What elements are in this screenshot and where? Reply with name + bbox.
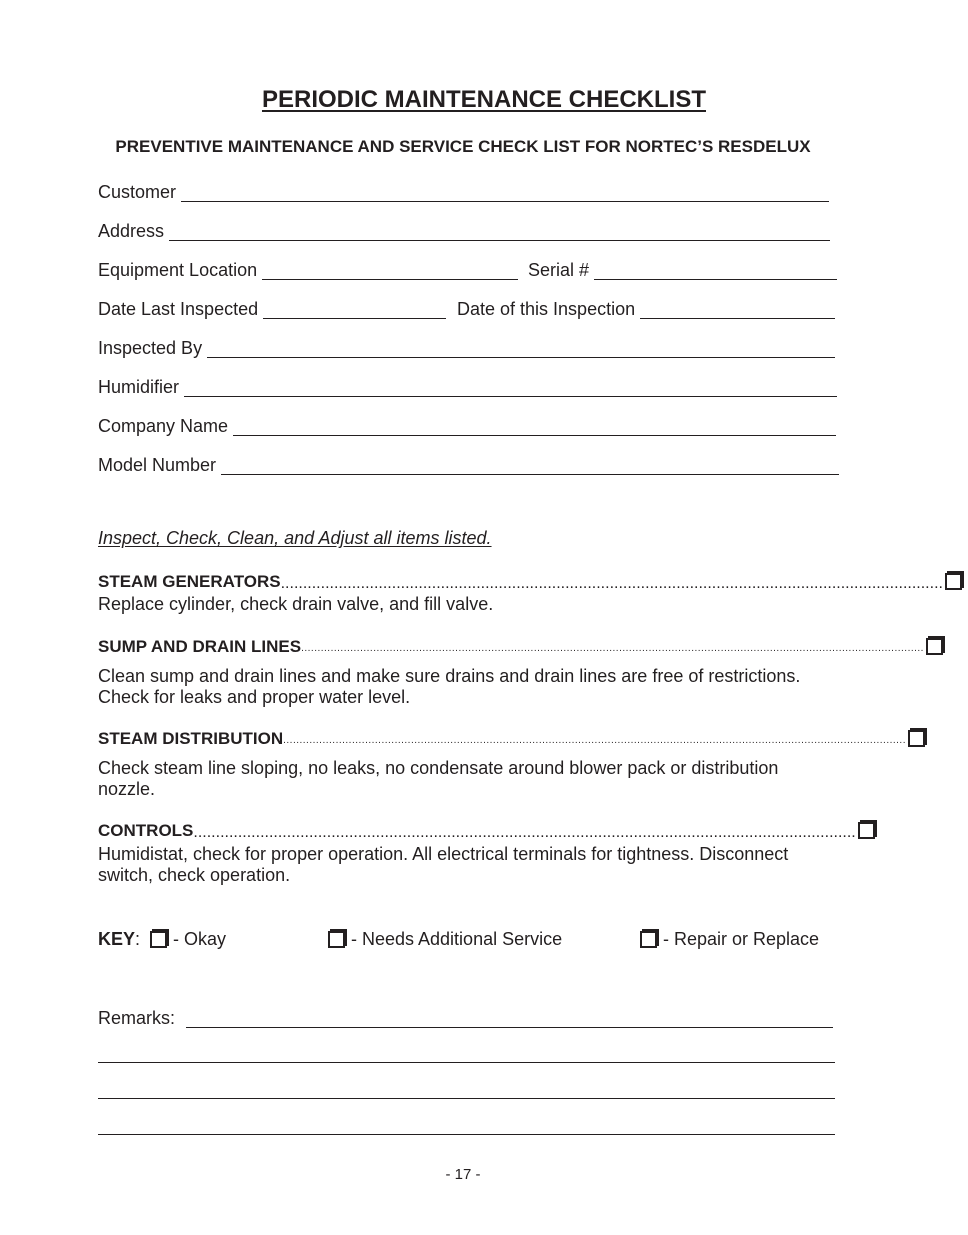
address-label: Address xyxy=(98,221,165,241)
inspected-by-field[interactable] xyxy=(98,334,835,358)
section-description: Replace cylinder, check drain valve, and fill valve. xyxy=(98,594,494,614)
key-repair-text: - Repair or Replace xyxy=(663,928,820,949)
humidifier-input-line[interactable] xyxy=(184,378,837,397)
section-description: Check steam line sloping, no leaks, no condensate around blower pack or distribution nozzle. xyxy=(98,758,779,799)
date-last-inspected-input-line[interactable] xyxy=(263,300,446,319)
date-last-inspected-label: Date Last Inspected xyxy=(98,299,259,319)
section-steam-generators xyxy=(98,572,943,592)
page-subtitle: PREVENTIVE MAINTENANCE AND SERVICE CHECK LIST FOR NORTEC’S RESDELUX xyxy=(115,137,811,156)
equipment-location-label: Equipment Location xyxy=(98,260,258,280)
customer-field[interactable] xyxy=(98,178,829,202)
date-last-inspected-field[interactable] xyxy=(98,295,446,319)
dot-leader: .............................................................................................................................................................................................. xyxy=(301,643,924,654)
section-steam-distribution xyxy=(98,729,906,749)
date-this-inspection-label: Date of this Inspection xyxy=(457,299,636,319)
serial-field[interactable] xyxy=(528,256,837,280)
humidifier-field[interactable] xyxy=(98,373,837,397)
remarks-input-line[interactable] xyxy=(186,1009,833,1028)
model-number-field[interactable] xyxy=(98,451,839,475)
address-field[interactable] xyxy=(98,217,830,241)
section-controls xyxy=(98,821,856,841)
remarks-line-2[interactable] xyxy=(98,1062,835,1063)
model-number-label: Model Number xyxy=(98,455,217,475)
remarks-label: Remarks: xyxy=(98,1008,176,1028)
customer-input-line[interactable] xyxy=(181,183,829,202)
key-repair xyxy=(640,927,819,951)
dot-leader: ..................................................................................................................................................... xyxy=(280,575,943,592)
key-repair-box-icon xyxy=(640,931,657,948)
section-heading: CONTROLS xyxy=(98,821,194,840)
company-name-input-line[interactable] xyxy=(233,417,836,436)
instruction-text: Inspect, Check, Clean, and Adjust all items listed. xyxy=(98,528,492,548)
key-label: KEY xyxy=(98,928,136,949)
inspected-by-input-line[interactable] xyxy=(207,339,835,358)
company-name-label: Company Name xyxy=(98,416,229,436)
section-sump-and-drain-lines xyxy=(98,637,924,657)
section-heading: STEAM DISTRIBUTION xyxy=(98,729,284,748)
remarks-line-4[interactable] xyxy=(98,1134,835,1135)
date-this-inspection-field[interactable] xyxy=(457,295,835,319)
serial-input-line[interactable] xyxy=(594,261,837,280)
key-okay-box-icon xyxy=(150,931,167,948)
humidifier-label: Humidifier xyxy=(98,377,180,397)
customer-label: Customer xyxy=(98,182,177,202)
checkbox-steam-generators[interactable] xyxy=(945,573,962,590)
section-description: Humidistat, check for proper operation. All electrical terminals for tightness. Disconnect switch, check operation. xyxy=(98,844,789,885)
address-input-line[interactable] xyxy=(169,222,830,241)
company-name-field[interactable] xyxy=(98,412,836,436)
remarks-field[interactable] xyxy=(98,1004,833,1028)
checkbox-sump-and-drain-lines[interactable] xyxy=(926,638,943,655)
key-needs-service xyxy=(328,927,562,951)
section-heading: STEAM GENERATORS xyxy=(98,572,281,591)
remarks-line-3[interactable] xyxy=(98,1098,835,1099)
key-needs-service-box-icon xyxy=(328,931,345,948)
checkbox-steam-distribution[interactable] xyxy=(908,730,925,747)
dot-leader: .............................................................................................................................................................................................. xyxy=(283,735,906,746)
key-okay-text: - Okay xyxy=(173,928,227,949)
date-this-inspection-input-line[interactable] xyxy=(640,300,835,319)
dot-leader: ..................................................................................................................................................... xyxy=(193,824,856,841)
checkbox-controls[interactable] xyxy=(858,822,875,839)
section-description: Clean sump and drain lines and make sure drains and drain lines are free of restrictions. Check for leaks and proper water level. xyxy=(98,666,801,707)
equipment-location-input-line[interactable] xyxy=(262,261,518,280)
key-okay: KEY : - Okay xyxy=(98,928,227,949)
equipment-location-field[interactable] xyxy=(98,256,518,280)
page-number: - 17 - xyxy=(445,1166,481,1183)
section-heading: SUMP AND DRAIN LINES xyxy=(98,637,302,656)
serial-label: Serial # xyxy=(528,260,590,280)
key-needs-service-text: - Needs Additional Service xyxy=(351,928,563,949)
page-title: PERIODIC MAINTENANCE CHECKLIST xyxy=(261,86,706,113)
model-number-input-line[interactable] xyxy=(221,456,839,475)
inspected-by-label: Inspected By xyxy=(98,338,203,358)
